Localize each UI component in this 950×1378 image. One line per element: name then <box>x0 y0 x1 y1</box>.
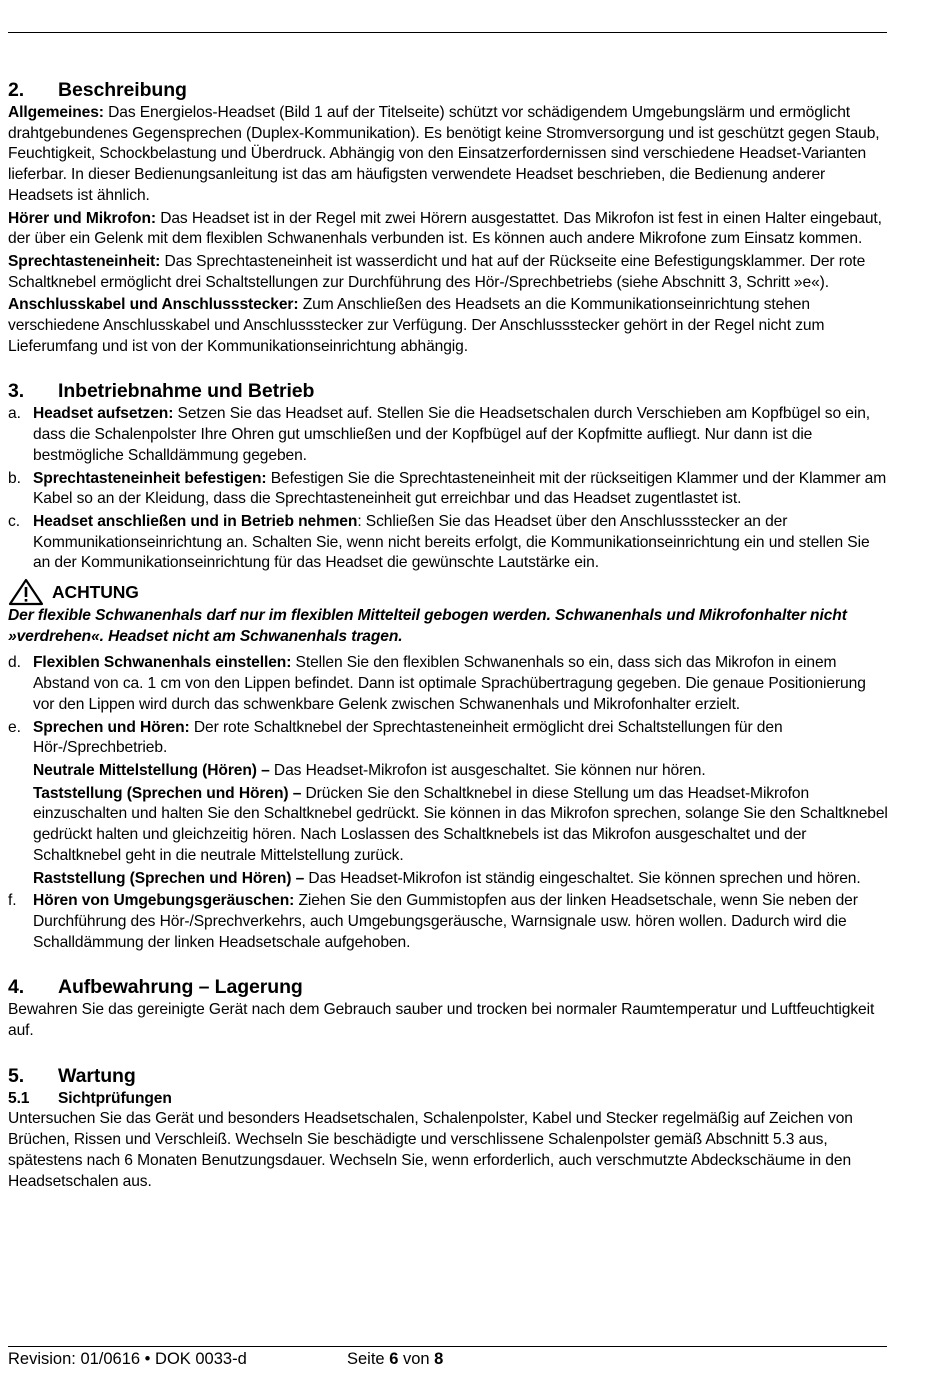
step-d: d. Flexiblen Schwanenhals einstellen: Stellen Sie den flexiblen Schwanenhals so ein, dass sich das Mikrofon in einem Abstand von ca. 1 cm von den Lippen befindet. Dann ist optimale Sprachübertragung gegeben. Die genaue Positionierung vor den Lippen wird durch das schwenkbare Gelenk zwischen Schwanenhals und Mikrofonhalter erzielt. <box>8 654 866 713</box>
paragraph-lagerung: Bewahren Sie das gereinigte Gerät nach dem Gebrauch sauber und trocken bei normaler Raumtemperatur und Luftfeuchtigkeit auf. <box>8 1001 875 1040</box>
header-rule <box>8 32 887 33</box>
step-a: a. Headset aufsetzen: Setzen Sie das Headset auf. Stellen Sie die Headsetschalen durch Verschieben am Kopfbügel so ein, dass die Schalenpolster Ihre Ohren gut umschließen und der Kopfbügel auf der Kopfmitte aufliegt. Nur dann ist die bestmögliche Schalldämmung gegeben. <box>8 405 871 464</box>
section-number: 2. <box>8 79 25 101</box>
subsection-title: Sichtprüfungen <box>58 1089 172 1107</box>
footer-rule <box>8 1346 887 1347</box>
subsection-5-1-heading <box>8 1089 888 1110</box>
section-title: Aufbewahrung – Lagerung <box>58 976 303 999</box>
paragraph-sprechtasteneinheit: Sprechtasteneinheit: Das Sprechtasteneinheit ist wasserdicht und hat auf der Rückseite eine Befestigungsklammer. Der rote Schaltknebel ermöglicht drei Schaltstellungen zur Durchführung des Hör-/Sprechbetriebs (siehe Abschnitt 3, Schritt »e«). <box>8 252 866 291</box>
subsection-number: 5.1 <box>8 1089 30 1107</box>
warning-text: Der flexible Schwanenhals darf nur im flexiblen Mittelteil gebogen werden. Schwanenhals und Mikrofonhalter nicht »verdrehen«. Headset nicht am Schwanenhals tragen. <box>8 607 847 645</box>
section-3-heading <box>8 379 888 403</box>
section-5-heading <box>8 1064 888 1088</box>
step-e: e. Sprechen und Hören: Der rote Schaltknebel der Sprechtasteneinheit ermöglicht drei Schaltstellungen für den Hör-/Sprechbetrieb. <box>8 718 783 757</box>
section-2-heading <box>8 78 888 102</box>
switch-position-neutral: Neutrale Mittelstellung (Hören) – Das Headset-Mikrofon ist ausgeschaltet. Sie können nur hören. <box>33 761 706 779</box>
step-c: c. Headset anschließen und in Betrieb nehmen: Schließen Sie das Headset über den Anschlussstecker an der Kommunikationseinrichtung an. Schalten Sie, wenn nicht bereits erfolgt, die Kommunikationseinrichtung ein und stellen Sie an der Kommunikationseinrichtung für das Headset die gewünschte Lautstärke ein. <box>8 512 870 572</box>
section-4-heading <box>8 975 888 999</box>
step-b: b. Sprechtasteneinheit befestigen: Befestigen Sie die Sprechtasteneinheit mit der rückseitigen Klammer und der Klammer am Kabel so an der Kleidung, dass die Sprechtasteneinheit gut erreichbar und das Headset zugentlastet ist. <box>8 469 887 508</box>
section-number: 5. <box>8 1064 25 1087</box>
section-title: Wartung <box>58 1064 136 1087</box>
section-title: Inbetriebnahme und Betrieb <box>58 380 315 403</box>
section-title: Beschreibung <box>58 79 187 101</box>
paragraph-sichtpruefungen: Untersuchen Sie das Gerät und besonders Headsetschalen, Schalenpolster, Kabel und Stecker regelmäßig auf Zeichen von Brüchen, Rissen und Verschleiß. Wechseln Sie beschädigte und verschlissene Schalenpolster gemäß Abschnitt 5.3 aus, spätestens nach 6 Monaten Benutzungsdauer. Wechseln Sie, wenn erforderlich, auch verschmutzte Abdeckschäume in den Headsetschalen aus. <box>8 1110 853 1190</box>
switch-position-rast: Raststellung (Sprechen und Hören) – Das Headset-Mikrofon ist ständig eingeschaltet. Sie können sprechen und hören. <box>33 869 861 887</box>
warning-title: ACHTUNG <box>52 581 139 602</box>
section-number: 4. <box>8 976 25 999</box>
section-number: 3. <box>8 380 25 403</box>
page-number: Seite 6 von 8 <box>347 1350 444 1368</box>
revision-info: Revision: 01/0616 • DOK 0033-d <box>8 1350 247 1368</box>
switch-position-tast: Taststellung (Sprechen und Hören) – Drücken Sie den Schaltknebel in diese Stellung um das Headset-Mikrofon einzuschalten und halten Sie den Schaltknebel gedrückt. Sie können in das Mikrofon sprechen, solange Sie den Schaltknebel gedrückt halten und gleichzeitig hören. Nach Loslassen des Schaltknebels ist das Mikrofon ausgeschaltet und der Schaltknebel geht in die neutrale Mittelstellung zurück. <box>33 784 888 864</box>
warning-heading <box>8 578 888 606</box>
page-content <box>8 78 888 1194</box>
paragraph-anschlusskabel: Anschlusskabel und Anschlussstecker: Zum Anschließen des Headsets an die Kommunikationseinrichtung stehen verschiedene Anschlusskabel und Anschlussstecker zur Verfügung. Der Anschlussstecker gehört in der Regel nicht zum Lieferumfang und ist von der Kommunikationseinrichtung abhängig. <box>8 296 825 355</box>
paragraph-hoerer-mikrofon: Hörer und Mikrofon: Das Headset ist in der Regel mit zwei Hörern ausgestattet. Das Mikrofon ist fest in einen Halter eingebaut, der über ein Gelenk mit dem flexiblen Schwanenhals verbunden ist. Es können auch andere Mikrofone zum Einsatz kommen. <box>8 209 882 248</box>
paragraph-allgemeines: Allgemeines: Das Energielos-Headset (Bild 1 auf der Titelseite) schützt vor schädigendem Umgebungslärm und ermöglicht drahtgebundenes Gegensprechen (Duplex-Kommunikation). Es benötigt keine Stromversorgung und ist geschützt gegen Staub, Feuchtigkeit, Schockbelastung und Überdruck. Abhängig von den Einsatzerfordernissen sind verschiedene Headset-Varianten lieferbar. In dieser Bedienungsanleitung ist das am häufigsten verwendete Headset beschrieben, die Bedienung anderer Headsets ist ähnlich. <box>8 104 880 204</box>
step-f: f. Hören von Umgebungsgeräuschen: Ziehen Sie den Gummistopfen aus der linken Headsetschale, wenn Sie neben der Durchführung des Hör-/Sprechverkehrs, auch Umgebungsgeräusche, Warnsignale usw. hören wollen. Dadurch wird die Schalldämmung der linken Headsetschale aufgehoben. <box>8 892 858 951</box>
warning-triangle-icon <box>8 578 44 606</box>
